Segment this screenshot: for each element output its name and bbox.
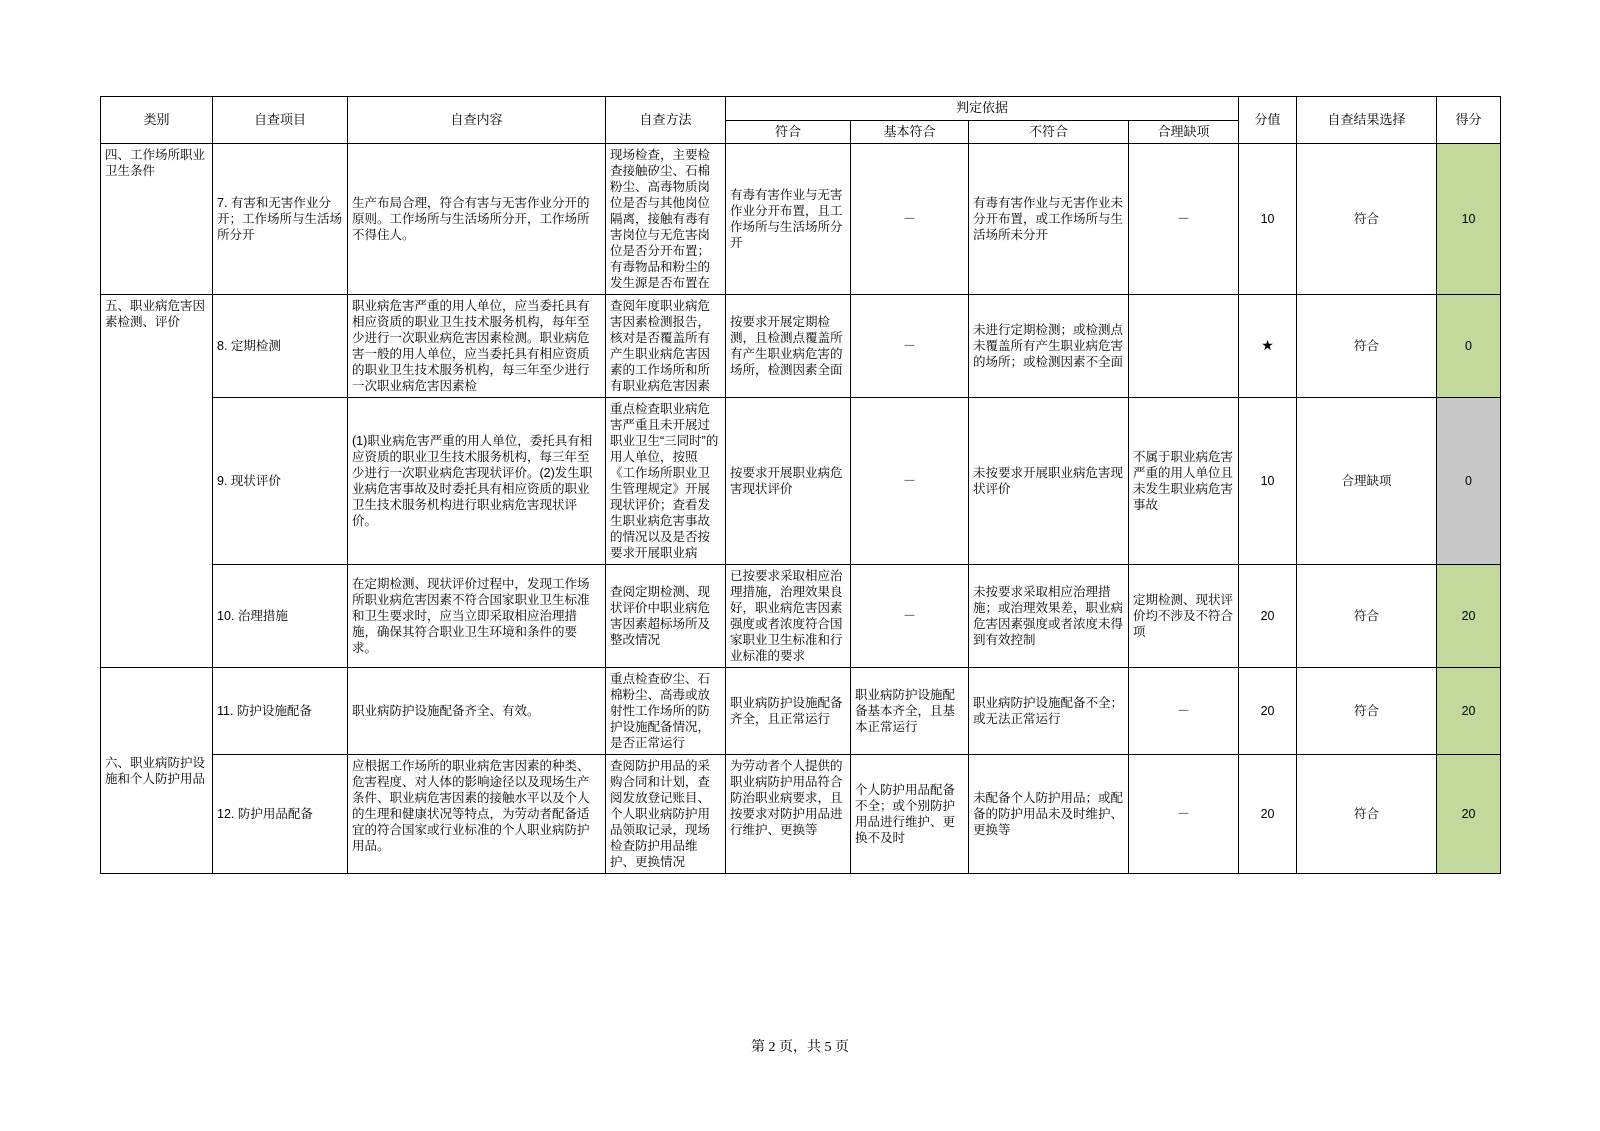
cell-result-select[interactable]: 合理缺项 — [1297, 398, 1437, 565]
table-header-row-1 — [101, 97, 1501, 121]
cell-basis-ok: 为劳动者个人提供的职业病防护用品符合防治职业病要求，且按要求对防护用品进行维护、更换等 — [726, 755, 851, 874]
cell-score-value: 20 — [1239, 755, 1297, 874]
cell-content: 职业病防护设施配备齐全、有效。 — [348, 668, 606, 755]
cell-item: 11. 防护设施配备 — [213, 668, 348, 755]
cell-content: (1)职业病危害严重的用人单位，委托具有相应资质的职业卫生技术服务机构，每三年至少进行一次职业病危害现状评价。(2)发生职业病危害事故及时委托具有相应资质的职业卫生技术服务机构进行职业病危害现状评价。 — [348, 398, 606, 565]
table-row — [101, 565, 1501, 668]
col-header-item: 自查项目 — [213, 97, 348, 144]
cell-result-select[interactable]: 符合 — [1297, 668, 1437, 755]
cell-basis-ok: 按要求开展定期检测，且检测点覆盖所有产生职业病危害的场所，检测因素全面 — [726, 295, 851, 398]
cell-basis-basic-ok: － — [851, 295, 969, 398]
cell-method: 查阅定期检测、现状评价中职业病危害因素超标场所及整改情况 — [606, 565, 726, 668]
cell-final-score: 0 — [1437, 398, 1501, 565]
cell-final-score: 10 — [1437, 144, 1501, 295]
cell-basis-basic-ok: － — [851, 398, 969, 565]
col-header-category: 类别 — [101, 97, 213, 144]
table-row — [101, 295, 1501, 398]
cell-item: 10. 治理措施 — [213, 565, 348, 668]
cell-category: 五、职业病危害因素检测、评价 — [101, 295, 213, 668]
cell-item: 9. 现状评价 — [213, 398, 348, 565]
cell-category: 六、职业病防护设施和个人防护用品 — [101, 668, 213, 874]
col-header-content: 自查内容 — [348, 97, 606, 144]
cell-score-value: 10 — [1239, 398, 1297, 565]
self-inspection-table — [100, 96, 1501, 874]
cell-content: 应根据工作场所的职业病危害因素的种类、危害程度、对人体的影响途径以及现场生产条件、职业病危害因素的接触水平以及个人的生理和健康状况等特点，为劳动者配备适宜的符合国家或行业标准的个人职业病防护用品。 — [348, 755, 606, 874]
col-header-final-score: 得分 — [1437, 97, 1501, 144]
cell-basis-reasonable-missing — [1129, 295, 1239, 398]
cell-basis-reasonable-missing: － — [1129, 144, 1239, 295]
cell-final-score: 20 — [1437, 755, 1501, 874]
cell-score-value: 10 — [1239, 144, 1297, 295]
col-header-reasonable-missing: 合理缺项 — [1129, 120, 1239, 144]
table-row — [101, 755, 1501, 874]
table-row — [101, 398, 1501, 565]
cell-score-value: 20 — [1239, 668, 1297, 755]
cell-basis-basic-ok: 个人防护用品配备不全；或个别防护用品进行维护、更换不及时 — [851, 755, 969, 874]
cell-basis-not-ok: 未按要求采取相应治理措施；或治理效果差，职业病危害因素强度或者浓度未得到有效控制 — [969, 565, 1129, 668]
cell-method: 查阅年度职业病危害因素检测报告，核对是否覆盖所有产生职业病危害因素的工作场所和所有职业病危害因素 — [606, 295, 726, 398]
cell-result-select[interactable]: 符合 — [1297, 295, 1437, 398]
table-row — [101, 144, 1501, 295]
cell-method: 重点检查矽尘、石棉粉尘、高毒或放射性工作场所的防护设施配备情况，是否正常运行 — [606, 668, 726, 755]
cell-method: 现场检查，主要检查接触矽尘、石棉粉尘、高毒物质岗位是否与其他岗位隔离，接触有毒有害岗位与无危害岗位是否分开布置；有毒物品和粉尘的发生源是否布置在 — [606, 144, 726, 295]
cell-basis-basic-ok: － — [851, 144, 969, 295]
col-header-score-value: 分值 — [1239, 97, 1297, 144]
table-row — [101, 668, 1501, 755]
cell-result-select[interactable]: 符合 — [1297, 565, 1437, 668]
cell-basis-not-ok: 未按要求开展职业病危害现状评价 — [969, 398, 1129, 565]
cell-content: 职业病危害严重的用人单位，应当委托具有相应资质的职业卫生技术服务机构，每年至少进行一次职业病危害因素检测。职业病危害一般的用人单位，应当委托具有相应资质的职业卫生技术服务机构，每三年至少进行一次职业病危害因素检 — [348, 295, 606, 398]
cell-basis-not-ok: 未进行定期检测；或检测点未覆盖所有产生职业病危害的场所；或检测因素不全面 — [969, 295, 1129, 398]
cell-basis-ok: 职业病防护设施配备齐全，且正常运行 — [726, 668, 851, 755]
col-header-method: 自查方法 — [606, 97, 726, 144]
cell-score-value: ★ — [1239, 295, 1297, 398]
document-page — [100, 96, 1500, 874]
cell-content: 生产布局合理，符合有害与无害作业分开的原则。工作场所与生活场所分开，工作场所不得住人。 — [348, 144, 606, 295]
cell-item: 8. 定期检测 — [213, 295, 348, 398]
cell-result-select[interactable]: 符合 — [1297, 144, 1437, 295]
page-footer: 第 2 页，共 5 页 — [751, 1040, 849, 1055]
cell-result-select[interactable]: 符合 — [1297, 755, 1437, 874]
cell-basis-not-ok: 未配备个人防护用品；或配备的防护用品未及时维护、更换等 — [969, 755, 1129, 874]
cell-basis-ok: 按要求开展职业病危害现状评价 — [726, 398, 851, 565]
cell-score-value: 20 — [1239, 565, 1297, 668]
cell-final-score: 0 — [1437, 295, 1501, 398]
col-header-basis-group: 判定依据 — [726, 97, 1239, 121]
cell-final-score: 20 — [1437, 565, 1501, 668]
cell-method: 重点检查职业病危害严重且未开展过职业卫生“三同时”的用人单位，按照《工作场所职业卫生管理规定》开展现状评价；查看发生职业病危害事故的情况以及是否按要求开展职业病 — [606, 398, 726, 565]
cell-method: 查阅防护用品的采购合同和计划，查阅发放登记账目、个人职业病防护用品领取记录，现场检查防护用品维护、更换情况 — [606, 755, 726, 874]
cell-basis-reasonable-missing: 不属于职业病危害严重的用人单位且未发生职业病危害事故 — [1129, 398, 1239, 565]
col-header-ok: 符合 — [726, 120, 851, 144]
col-header-basic-ok: 基本符合 — [851, 120, 969, 144]
cell-basis-ok: 有毒有害作业与无害作业分开布置，且工作场所与生活场所分开 — [726, 144, 851, 295]
cell-category: 四、工作场所职业卫生条件 — [101, 144, 213, 295]
cell-basis-basic-ok: 职业病防护设施配备基本齐全，且基本正常运行 — [851, 668, 969, 755]
cell-basis-not-ok: 有毒有害作业与无害作业未分开布置，或工作场所与生活场所未分开 — [969, 144, 1129, 295]
cell-basis-reasonable-missing: 定期检测、现状评价均不涉及不符合项 — [1129, 565, 1239, 668]
cell-basis-not-ok: 职业病防护设施配备不全；或无法正常运行 — [969, 668, 1129, 755]
col-header-not-ok: 不符合 — [969, 120, 1129, 144]
cell-final-score: 20 — [1437, 668, 1501, 755]
cell-basis-ok: 已按要求采取相应治理措施，治理效果良好，职业病危害因素强度或者浓度符合国家职业卫生标准和行业标准的要求 — [726, 565, 851, 668]
cell-item: 7. 有害和无害作业分开；工作场所与生活场所分开 — [213, 144, 348, 295]
cell-basis-basic-ok: － — [851, 565, 969, 668]
cell-basis-reasonable-missing: － — [1129, 755, 1239, 874]
cell-basis-reasonable-missing: － — [1129, 668, 1239, 755]
cell-content: 在定期检测、现状评价过程中，发现工作场所职业病危害因素不符合国家职业卫生标准和卫生要求时，应当立即采取相应治理措施，确保其符合职业卫生环境和条件的要求。 — [348, 565, 606, 668]
cell-item: 12. 防护用品配备 — [213, 755, 348, 874]
col-header-result-select: 自查结果选择 — [1297, 97, 1437, 144]
